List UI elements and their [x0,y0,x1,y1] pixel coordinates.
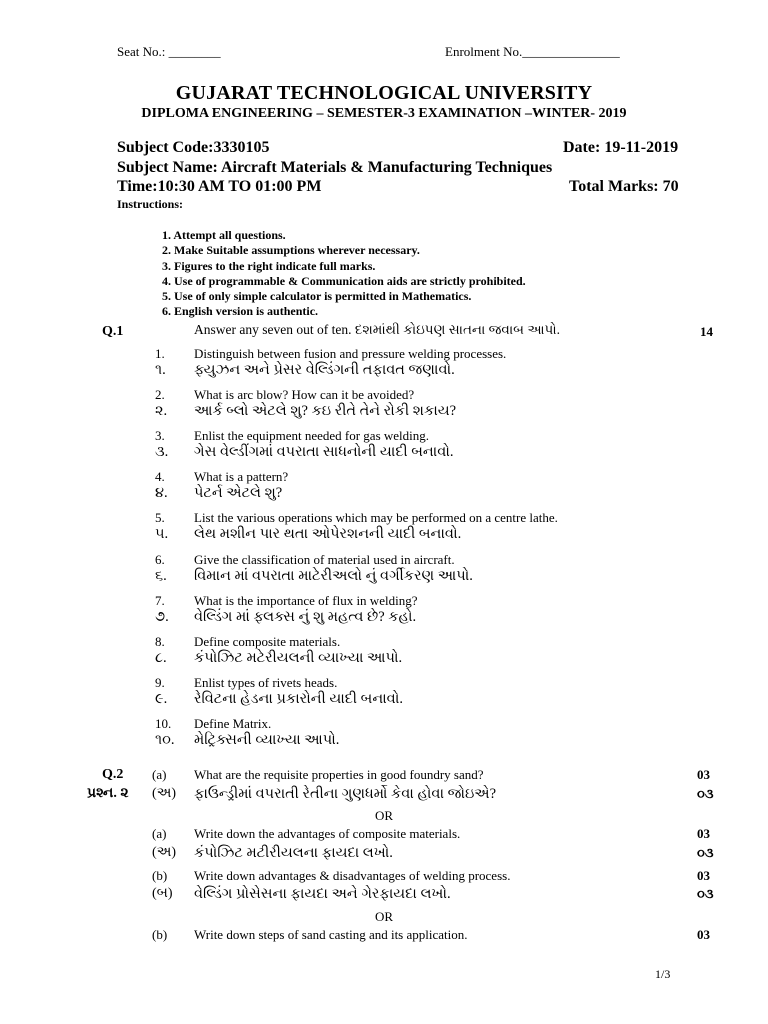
item-number: 4. [155,469,165,484]
q1-item [155,469,715,502]
item-text-en: Define Matrix. [194,716,272,731]
instructions-title: Instructions: [117,197,184,211]
marks: ૦૩ [697,845,714,860]
item-text-gu: ગેસ વેલ્ડીંગમાં વપરાતા સાધનોની યાદી બનાવો. [194,444,454,460]
total-marks: Total Marks: 70 [569,178,679,195]
q1-item [155,346,715,379]
item-number-gu: ૨. [155,403,168,419]
marks: 03 [697,868,710,883]
instruction-item: 4. Use of programmable & Communication aids are strictly prohibited. [162,273,526,288]
or-separator: OR [374,909,394,924]
subject-code: Subject Code:3330105 [117,139,270,156]
instruction-item: 1. Attempt all questions. [162,228,286,242]
item-text-gu: વેલ્ડિંગ માં ફ્લક્સ નું શુ મહત્વ છે? કહો. [194,609,417,625]
instruction-item: 3. Figures to the right indicate full marks. [162,258,376,273]
university-title: GUJARAT TECHNOLOGICAL UNIVERSITY [175,82,593,104]
q2-label: Q.2 [102,767,124,782]
item-text-en: Enlist the equipment needed for gas welding. [194,428,430,443]
item-number-gu: ૫. [155,526,169,542]
instruction-item: 2. Make Suitable assumptions wherever necessary. [162,243,420,258]
q2-row [0,826,768,846]
instructions-list [162,228,526,320]
item-text-en: List the various operations which may be performed on a centre lathe. [194,510,558,525]
item-text-en: Give the classification of material used in aircraft. [194,552,455,567]
instruction-item: 5. Use of only simple calculator is permitted in Mathematics. [162,289,472,304]
marks: 03 [697,927,710,942]
item-number-gu: ૬. [155,568,167,584]
item-number: 9. [155,675,165,690]
sub-label: (બ) [152,886,173,901]
item-text-en: Enlist types of rivets heads. [194,675,338,690]
item-text-gu: વિમાન માં વપરાતા માટેરીઅલો નું વર્ગીકરણ આપો. [194,568,473,584]
item-number: 3. [155,428,165,443]
enrolment-number: Enrolment No._______________ [445,44,620,59]
seat-number: Seat No.: ________ [117,44,221,59]
item-text-gu: રેવિટના હેડના પ્રકારોની યાદી બનાવો. [194,691,403,707]
q2-row [0,868,768,888]
sub-label: (અ) [152,786,177,801]
q1-item [155,387,715,420]
q2-row [0,927,768,947]
sub-label: (b) [152,868,168,883]
q2-row [0,767,768,787]
q2-label-gu: પ્રશ્ન. ૨ [87,786,129,801]
question-text: Write down advantages & disadvantages of welding process. [194,868,511,883]
q1-item [155,552,715,585]
item-number-gu: ૯. [155,691,168,707]
item-number: 7. [155,593,165,608]
marks: 03 [697,826,710,841]
item-text-en: What is a pattern? [194,469,289,484]
item-number: 8. [155,634,165,649]
item-number-gu: ૮. [155,650,167,666]
question-text: What are the requisite properties in good foundry sand? [194,767,484,782]
item-text-gu: લેથ મશીન પાર થતા ઓપેરશનની યાદી બનાવો. [194,526,462,542]
instruction-item: 6. English version is authentic. [162,304,319,319]
q1-item [155,593,715,626]
item-text-gu: મેટ્રિક્સની વ્યાખ્યા આપો. [194,732,340,748]
q1-marks: 14 [700,324,713,339]
q1-item [155,634,715,667]
item-text-gu: ફ્યુઝન અને પ્રેસર વેલ્ડિંગની તફાવત જણાવો. [194,362,455,378]
item-number: 10. [155,716,172,731]
sub-label: (b) [152,927,168,942]
item-text-en: What is the importance of flux in welding? [194,593,418,608]
item-number-gu: ૩. [155,444,169,460]
q1-instruction: Answer any seven out of ten. દશમાંથી કોઇપણ સાતના જવાબ આપો. [194,322,561,337]
q1-item [155,675,715,708]
q1-item [155,428,715,461]
q1-item [155,716,715,749]
item-number: 5. [155,510,165,525]
q2-row [0,845,768,865]
item-number: 6. [155,552,165,567]
item-number: 1. [155,346,165,361]
subject-name: Subject Name: Aircraft Materials & Manufacturing Techniques [117,159,553,176]
question-text: કંપોઝિટ મટીરીયલના ફાયદા લખો. [194,845,393,861]
item-text-en: Distinguish between fusion and pressure welding processes. [194,346,507,361]
q2-row [0,786,768,806]
item-text-gu: આર્ક બ્લો એટલે શુ? કઇ રીતે તેને રોકી શકાય? [194,403,457,419]
question-text: Write down the advantages of composite materials. [194,826,461,841]
marks: ૦૩ [697,786,714,801]
question-text: વેલ્ડિંગ પ્રોસેસના ફાયદા અને ગેરફાયદા લખો. [194,886,451,902]
page-number: 1/3 [655,967,671,981]
exam-time: Time:10:30 AM TO 01:00 PM [117,178,322,195]
item-text-gu: કંપોઝિટ મટેરીયલની વ્યાખ્યા આપો. [194,650,403,666]
item-number-gu: ૧. [155,362,166,378]
or-separator: OR [374,808,394,823]
item-text-gu: પેટર્ન એટલે શુ? [194,485,283,501]
item-number-gu: ૪. [155,485,168,501]
item-number: 2. [155,387,165,402]
marks: 03 [697,767,710,782]
sub-label: (a) [152,826,167,841]
item-text-en: What is arc blow? How can it be avoided? [194,387,415,402]
question-text: ફાઉન્ડ્રીમાં વપરાતી રેતીના ગુણધર્મો કેવા હોવા જોઇએ? [194,786,497,802]
sub-label: (અ) [152,845,177,860]
sub-label: (a) [152,767,167,782]
exam-title: DIPLOMA ENGINEERING – SEMESTER-3 EXAMINATION –WINTER- 2019 [141,106,627,121]
item-text-en: Define composite materials. [194,634,341,649]
marks: ૦૩ [697,886,714,901]
item-number-gu: ૭. [155,609,169,625]
q2-row [0,886,768,906]
question-text: Write down steps of sand casting and its application. [194,927,468,942]
q1-item [155,510,715,543]
exam-date: Date: 19-11-2019 [563,139,679,156]
q1-label: Q.1 [102,324,124,339]
item-number-gu: ૧૦. [155,732,175,748]
